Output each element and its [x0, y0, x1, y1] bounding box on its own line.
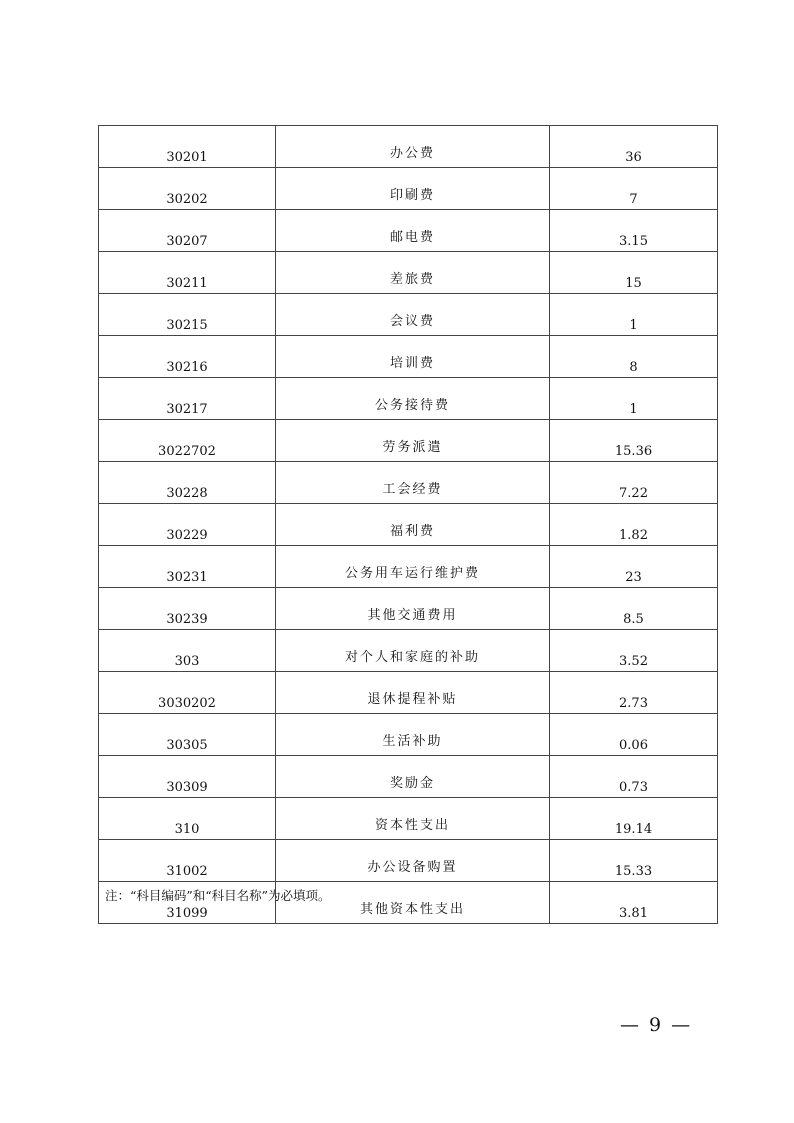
amount-cell: 0.06: [550, 714, 718, 756]
table-row: [99, 336, 718, 378]
subject-name-cell: [276, 378, 550, 420]
subject-code-cell: 30229: [99, 504, 276, 546]
amount-cell: 3.15: [550, 210, 718, 252]
subject-name-text: 培训费: [389, 356, 435, 371]
subject-name-text: 退休提程补贴: [367, 692, 458, 707]
footnote: 注：“科目编码”和“科目名称”为必填项。: [105, 888, 331, 903]
subject-name-text: 印刷费: [389, 188, 435, 203]
amount-cell: 15.33: [550, 840, 718, 882]
subject-name-text: 工会经费: [382, 482, 443, 497]
amount-cell: 0.73: [550, 756, 718, 798]
amount-cell: 3.52: [550, 630, 718, 672]
subject-name-text: 奖励金: [389, 776, 435, 791]
table-row: [99, 588, 718, 630]
subject-code-cell: 30228: [99, 462, 276, 504]
amount-cell: 15.36: [550, 420, 718, 462]
subject-name-text: 劳务派遣: [382, 440, 443, 455]
subject-name-cell: [276, 840, 550, 882]
subject-code-cell: 30305: [99, 714, 276, 756]
amount-cell: 2.73: [550, 672, 718, 714]
table-row: [99, 420, 718, 462]
table-row: [99, 798, 718, 840]
table-row: [99, 126, 718, 168]
subject-name-text: 会议费: [389, 314, 435, 329]
table-row: [99, 672, 718, 714]
amount-cell: 1: [550, 294, 718, 336]
subject-name-cell: [276, 588, 550, 630]
subject-code-cell: 310: [99, 798, 276, 840]
table-row: [99, 294, 718, 336]
subject-code-cell: 3022702: [99, 420, 276, 462]
subject-name-cell: [276, 126, 550, 168]
subject-name-cell: [276, 252, 550, 294]
subject-name-cell: [276, 168, 550, 210]
subject-name-cell: [276, 420, 550, 462]
subject-name-text: 公务接待费: [374, 398, 450, 413]
table-row: [99, 462, 718, 504]
table-row: [99, 756, 718, 798]
amount-cell: 1.82: [550, 504, 718, 546]
subject-name-text: 其他交通费用: [367, 608, 458, 623]
amount-cell: 3.81: [550, 882, 718, 924]
subject-code-cell: 31099: [99, 882, 276, 924]
subject-code-cell: 30217: [99, 378, 276, 420]
subject-code-cell: 30309: [99, 756, 276, 798]
subject-name-text: 资本性支出: [374, 818, 450, 833]
subject-code-cell: 30202: [99, 168, 276, 210]
table-row: [99, 546, 718, 588]
subject-name-text: 其他资本性支出: [359, 902, 465, 917]
subject-name-text: 公务用车运行维护费: [344, 566, 480, 581]
amount-cell: 8.5: [550, 588, 718, 630]
table-row: [99, 630, 718, 672]
subject-name-cell: [276, 336, 550, 378]
table-row: [99, 504, 718, 546]
subject-code-cell: 30216: [99, 336, 276, 378]
subject-name-cell: [276, 504, 550, 546]
subject-name-text: 办公费: [389, 146, 435, 161]
table-row: [99, 210, 718, 252]
subject-name-cell: [276, 294, 550, 336]
table-row: [99, 378, 718, 420]
subject-name-cell: [276, 714, 550, 756]
subject-code-cell: 303: [99, 630, 276, 672]
subject-name-cell: [276, 546, 550, 588]
table-body: [99, 126, 718, 924]
table-row: [99, 252, 718, 294]
subject-code-cell: 30215: [99, 294, 276, 336]
table-row: [99, 840, 718, 882]
subject-code-cell: 3030202: [99, 672, 276, 714]
amount-cell: 15: [550, 252, 718, 294]
subject-code-cell: 30207: [99, 210, 276, 252]
subject-name-text: 邮电费: [389, 230, 435, 245]
subject-code-cell: 31002: [99, 840, 276, 882]
subject-code-cell: 30211: [99, 252, 276, 294]
subject-name-text: 生活补助: [382, 734, 443, 749]
table-row: [99, 714, 718, 756]
subject-name-cell: [276, 672, 550, 714]
amount-cell: 7: [550, 168, 718, 210]
subject-name-text: 福利费: [389, 524, 435, 539]
subject-name-text: 差旅费: [389, 272, 435, 287]
amount-cell: 36: [550, 126, 718, 168]
subject-name-cell: [276, 756, 550, 798]
subject-name-cell: [276, 210, 550, 252]
subject-name-cell: [276, 462, 550, 504]
amount-cell: 23: [550, 546, 718, 588]
page-number: — 9 —: [620, 1014, 693, 1036]
table-row: [99, 168, 718, 210]
amount-cell: 8: [550, 336, 718, 378]
subject-code-cell: 30239: [99, 588, 276, 630]
subject-name-cell: [276, 798, 550, 840]
budget-table: [98, 125, 718, 924]
amount-cell: 1: [550, 378, 718, 420]
amount-cell: 19.14: [550, 798, 718, 840]
subject-code-cell: 30231: [99, 546, 276, 588]
subject-name-text: 对个人和家庭的补助: [344, 650, 480, 665]
subject-name-cell: [276, 630, 550, 672]
subject-code-cell: 30201: [99, 126, 276, 168]
amount-cell: 7.22: [550, 462, 718, 504]
subject-name-text: 办公设备购置: [367, 860, 458, 875]
